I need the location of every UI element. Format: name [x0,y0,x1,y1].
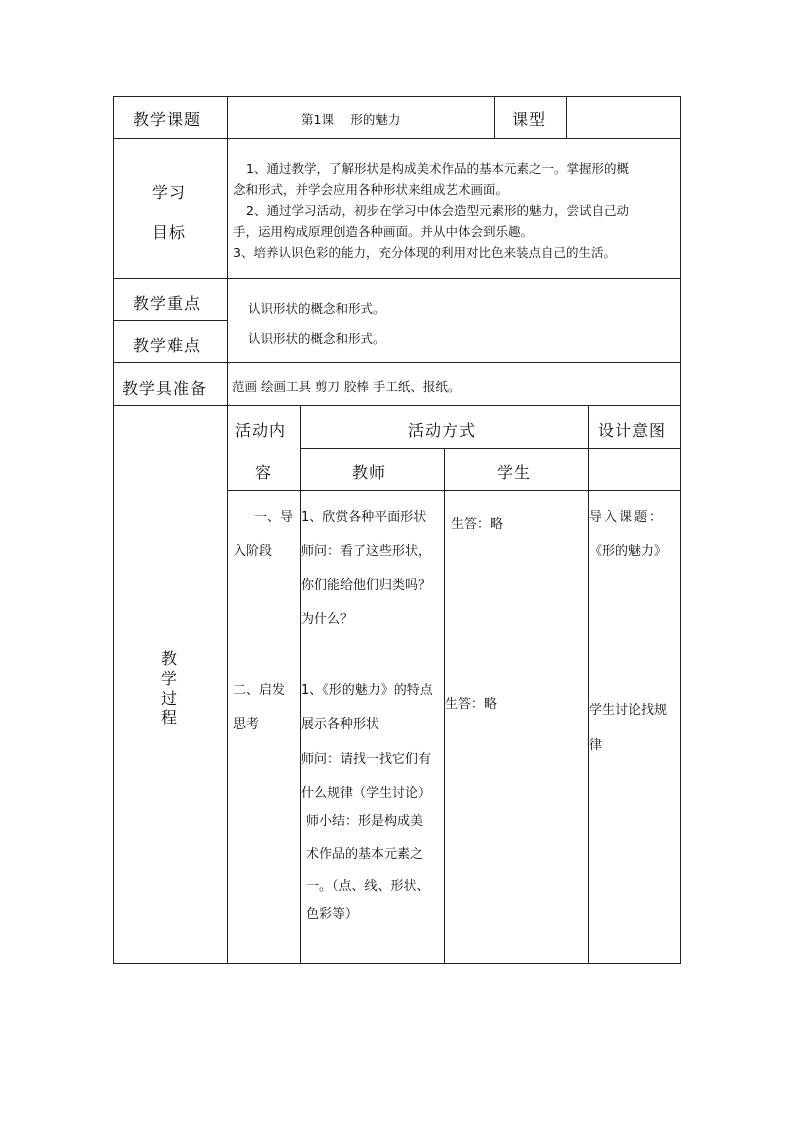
stage-intent-line: 律 [589,738,603,753]
grid-line [113,405,681,406]
col-intent-header: 设计意图 [598,421,667,440]
topic-label: 教学课题 [133,110,202,129]
process-label-char: 教 [161,649,179,668]
objective-line: 手，运用构成原理创造各种画面。并从中体会到乐趣。 [233,224,534,239]
objective-line: 3、培养认识色彩的能力，充分体现的利用对比色来装点自己的生活。 [233,245,616,260]
col-student-header: 学生 [497,463,532,482]
col-content-header: 活动内 [235,421,287,440]
objective-line: 1、通过教学，了解形状是构成美术作品的基本元素之一。掌握形的概 [246,161,629,176]
difficult-point-value: 认识形状的概念和形式。 [248,331,386,346]
col-method-header: 活动方式 [408,421,477,440]
grid-line [113,96,114,964]
stage-content-line: 入阶段 [233,544,273,559]
key-point-value: 认识形状的概念和形式。 [248,301,386,316]
grid-line [113,278,681,279]
objective-line: 2、通过学习活动，初步在学习中体会造型元素形的魅力，尝试自己动 [246,203,629,218]
prep-label: 教学具准备 [122,379,208,398]
stage-teacher-summary-line: 一。（点、线、形状、 [306,879,430,894]
grid-line [113,138,681,139]
stage-teacher-line: 为什么？ [301,612,354,627]
process-label-char: 过 [161,689,179,708]
grid-line [113,362,681,363]
objectives-label-line1: 学习 [152,183,187,202]
stage-student: 生答：略 [451,517,504,532]
grid-line [300,448,681,449]
stage-content-line: 二、启发 [233,683,286,698]
grid-line [113,320,227,321]
stage-teacher-line: 你们能给他们归类吗？ [301,578,432,593]
stage-content-line: 思考 [233,717,260,732]
stage-content-line: 一、导 [254,510,294,525]
stage-teacher-line: 什么规律（学生讨论） [301,786,432,801]
stage-teacher-line: 展示各种形状 [301,717,380,732]
grid-line [227,96,228,964]
stage-teacher-line: 师问：请找一找它们有 [301,752,432,767]
stage-teacher-summary-line: 色彩等） [306,907,359,922]
key-point-label: 教学重点 [133,294,202,313]
process-label-char: 程 [161,708,179,727]
stage-intent-line: 导入课题： [589,510,665,525]
stage-student: 生答：略 [445,697,498,712]
stage-teacher-summary-line: 师小结：形是构成美 [306,814,424,829]
grid-line [113,96,681,97]
topic-value: 第1课 形的魅力 [301,112,401,127]
grid-line [680,96,681,964]
grid-line [227,490,681,491]
grid-line [566,96,567,138]
grid-line [113,963,681,964]
stage-intent-line: 学生讨论找规 [589,703,668,718]
grid-line [494,96,495,138]
col-teacher-header: 教师 [352,463,387,482]
prep-value: 范画 绘画工具 剪刀 胶棒 手工纸、报纸。 [232,379,461,394]
lesson-type-label: 课型 [512,110,547,129]
process-label-char: 学 [161,669,179,688]
stage-teacher-summary-line: 术作品的基本元素之 [306,847,424,862]
stage-teacher-line: 1、欣赏各种平面形状 [301,510,427,525]
grid-line [588,405,589,964]
difficult-point-label: 教学难点 [133,336,202,355]
stage-teacher-line: 1、《形的魅力》的特点 [301,683,433,698]
stage-teacher-line: 师问：看了这些形状， [301,544,432,559]
objective-line: 念和形式，并学会应用各种形状来组成艺术画面。 [233,182,509,197]
col-content-header-2: 容 [255,463,273,482]
objectives-label-line2: 目标 [152,223,187,242]
stage-intent-line: 《形的魅力》 [589,544,668,559]
